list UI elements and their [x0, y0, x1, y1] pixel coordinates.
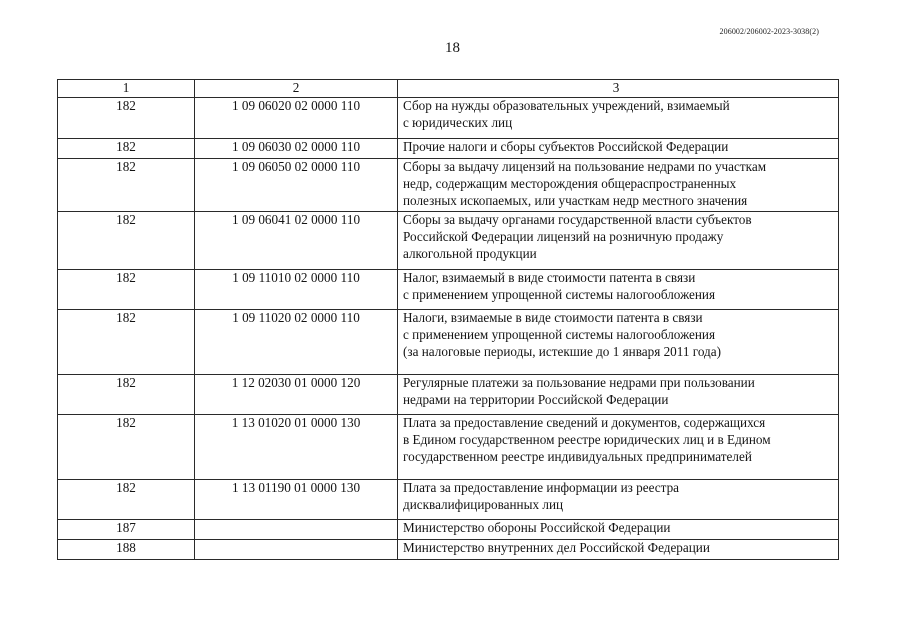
- kbk-code-cell: 1 09 06020 02 0000 110: [195, 98, 398, 139]
- table-row: [58, 270, 839, 310]
- table-header-row: [58, 80, 839, 98]
- description-cell: Сборы за выдачу лицензий на пользование недрами по участкам недр, содержащим месторождения общераспространенных полезных ископаемых, или участкам недр местного значения: [398, 159, 839, 212]
- table-row: [58, 520, 839, 540]
- kbk-code-cell: 1 09 06030 02 0000 110: [195, 139, 398, 159]
- description-cell: Налоги, взимаемые в виде стоимости патента в связи с применением упрощенной системы налогообложения (за налоговые периоды, истекшие до 1 января 2011 года): [398, 310, 839, 375]
- admin-code-cell: 182: [58, 310, 195, 375]
- description-cell: Плата за предоставление сведений и документов, содержащихся в Едином государственном реестре юридических лиц и в Едином государственном реестре индивидуальных предпринимателей: [398, 415, 839, 480]
- table-row: [58, 480, 839, 520]
- admin-code-cell: 182: [58, 159, 195, 212]
- description-cell: Плата за предоставление информации из реестра дисквалифицированных лиц: [398, 480, 839, 520]
- table-row: [58, 540, 839, 560]
- document-code: 206002/206002-2023-3038(2): [719, 27, 819, 36]
- admin-code-cell: 187: [58, 520, 195, 540]
- table-row: [58, 375, 839, 415]
- kbk-code-cell: 1 09 11020 02 0000 110: [195, 310, 398, 375]
- admin-code-cell: 188: [58, 540, 195, 560]
- column-header-2: 2: [195, 80, 398, 98]
- admin-code-cell: 182: [58, 98, 195, 139]
- admin-code-cell: 182: [58, 212, 195, 270]
- page-number: 18: [445, 40, 460, 56]
- kbk-code-cell: 1 12 02030 01 0000 120: [195, 375, 398, 415]
- table-row: [58, 159, 839, 212]
- table-row: [58, 310, 839, 375]
- admin-code-cell: 182: [58, 480, 195, 520]
- kbk-code-cell: 1 09 06050 02 0000 110: [195, 159, 398, 212]
- admin-code-cell: 182: [58, 375, 195, 415]
- description-cell: Прочие налоги и сборы субъектов Российской Федерации: [398, 139, 839, 159]
- description-cell: Сбор на нужды образовательных учреждений, взимаемый с юридических лиц: [398, 98, 839, 139]
- kbk-code-cell: [195, 520, 398, 540]
- description-cell: Министерство внутренних дел Российской Федерации: [398, 540, 839, 560]
- column-header-3: 3: [398, 80, 839, 98]
- budget-codes-table: [57, 79, 839, 560]
- kbk-code-cell: 1 13 01190 01 0000 130: [195, 480, 398, 520]
- description-cell: Сборы за выдачу органами государственной власти субъектов Российской Федерации лицензий на розничную продажу алкогольной продукции: [398, 212, 839, 270]
- table-row: [58, 212, 839, 270]
- kbk-code-cell: 1 13 01020 01 0000 130: [195, 415, 398, 480]
- description-cell: Регулярные платежи за пользование недрами при пользовании недрами на территории Российской Федерации: [398, 375, 839, 415]
- kbk-code-cell: 1 09 06041 02 0000 110: [195, 212, 398, 270]
- table-row: [58, 415, 839, 480]
- admin-code-cell: 182: [58, 270, 195, 310]
- table-row: [58, 139, 839, 159]
- admin-code-cell: 182: [58, 139, 195, 159]
- description-cell: Налог, взимаемый в виде стоимости патента в связи с применением упрощенной системы налогообложения: [398, 270, 839, 310]
- table-row: [58, 98, 839, 139]
- column-header-1: 1: [58, 80, 195, 98]
- description-cell: Министерство обороны Российской Федерации: [398, 520, 839, 540]
- admin-code-cell: 182: [58, 415, 195, 480]
- kbk-code-cell: 1 09 11010 02 0000 110: [195, 270, 398, 310]
- kbk-code-cell: [195, 540, 398, 560]
